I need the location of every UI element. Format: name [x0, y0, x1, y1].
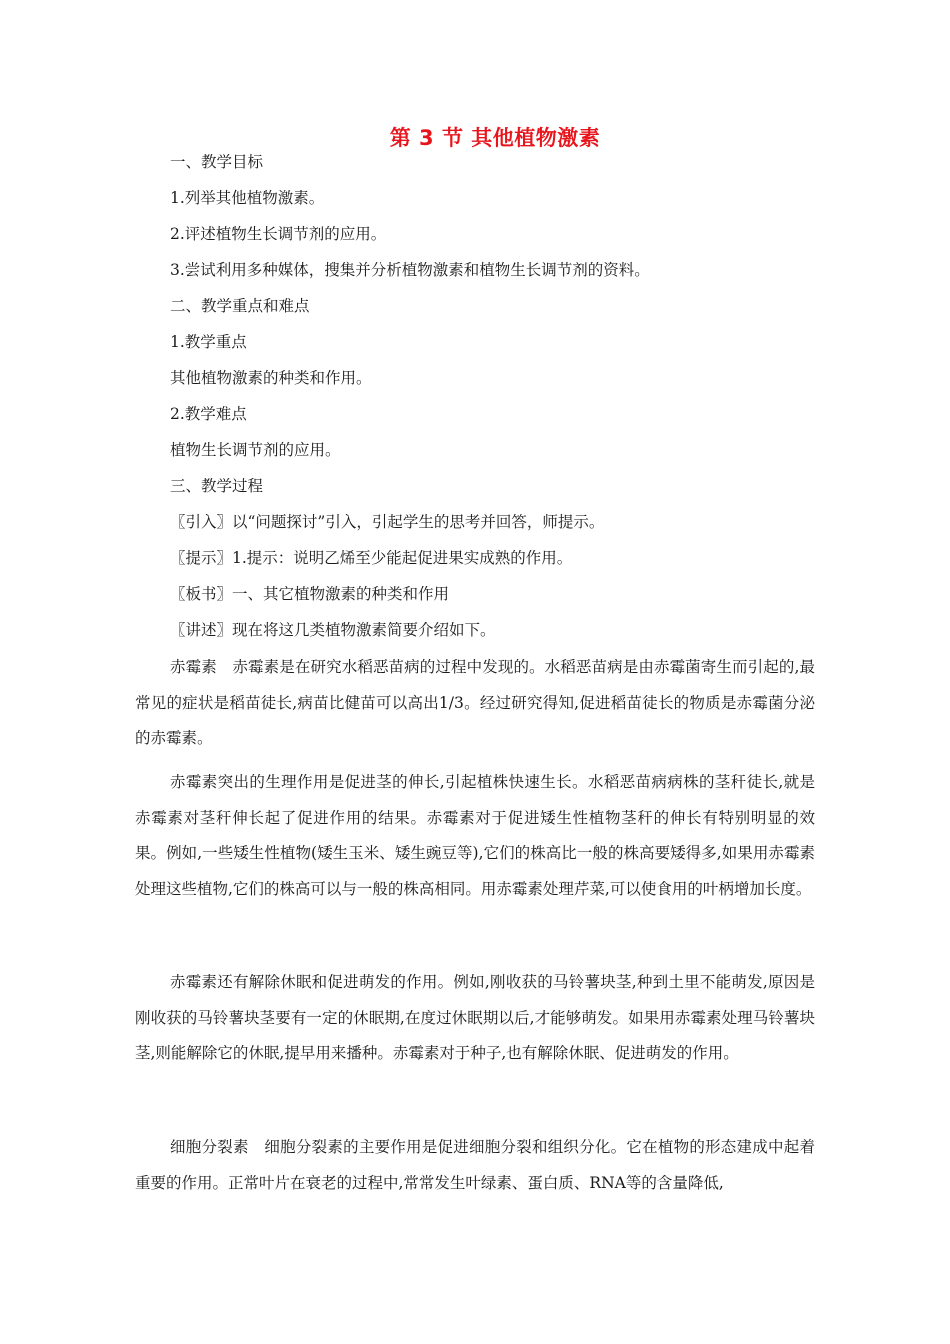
- paragraph-cytokinin: 细胞分裂素 细胞分裂素的主要作用是促进细胞分裂和组织分化。它在植物的形态建成中起着重要的作用。正常叶片在衰老的过程中,常常发生叶绿素、蛋白质、RNA等的含量降低,: [135, 1138, 815, 1192]
- page-title: 第 3 节 其他植物激素: [389, 126, 601, 150]
- section-heading-objectives: 一、教学目标: [170, 153, 264, 171]
- objective-item-2: 2.评述植物生长调节剂的应用。: [170, 225, 387, 243]
- objective-item-3: 3.尝试利用多种媒体，搜集并分析植物激素和植物生长调节剂的资料。: [170, 261, 650, 279]
- key-point-text: 其他植物激素的种类和作用。: [170, 369, 372, 387]
- paragraph-gibberellin-function: 赤霉素突出的生理作用是促进茎的伸长,引起植株快速生长。水稻恶苗病病株的茎秆徒长,就是赤霉素对茎秆伸长起了促进作用的结果。赤霉素对于促进矮生性植物茎秆的伸长有特别明显的效果。例如,一些矮生性植物(矮生玉米、矮生豌豆等),它们的株高比一般的株高要矮得多,如果用赤霉素处理这些植物,它们的株高可以与一般的株高相同。用赤霉素处理芹菜,可以使食用的叶柄增加长度。: [135, 773, 815, 898]
- objective-item-1: 1.列举其他植物激素。: [170, 189, 325, 207]
- paragraph-gibberellin-dormancy: 赤霉素还有解除休眠和促进萌发的作用。例如,刚收获的马铃薯块茎,种到土里不能萌发,原因是刚收获的马铃薯块茎要有一定的休眠期,在度过休眠期以后,才能够萌发。如果用赤霉素处理马铃薯块茎,则能解除它的休眠,提早用来播种。赤霉素对于种子,也有解除休眠、促进萌发的作用。: [135, 973, 815, 1063]
- difficulty-text: 植物生长调节剂的应用。: [170, 441, 341, 459]
- process-board: 〖板书〗一、其它植物激素的种类和作用: [170, 585, 450, 603]
- subheading-key-point: 1.教学重点: [170, 333, 247, 351]
- paragraph-gibberellin-intro: 赤霉素 赤霉素是在研究水稻恶苗病的过程中发现的。水稻恶苗病是由赤霉菌寄生而引起的,最常见的症状是稻苗徒长,病苗比健苗可以高出1/3。经过研究得知,促进稻苗徒长的物质是赤霉菌分泌的赤霉素。: [135, 658, 815, 748]
- process-lecture: 〖讲述〗现在将这几类植物激素简要介绍如下。: [170, 621, 496, 639]
- subheading-difficulty: 2.教学难点: [170, 405, 247, 423]
- process-hint: 〖提示〗1.提示：说明乙烯至少能起促进果实成熟的作用。: [170, 549, 573, 567]
- section-heading-key-points: 二、教学重点和难点: [170, 297, 310, 315]
- process-intro: 〖引入〗以“问题探讨”引入，引起学生的思考并回答，师提示。: [170, 513, 605, 531]
- section-heading-process: 三、教学过程: [170, 477, 264, 495]
